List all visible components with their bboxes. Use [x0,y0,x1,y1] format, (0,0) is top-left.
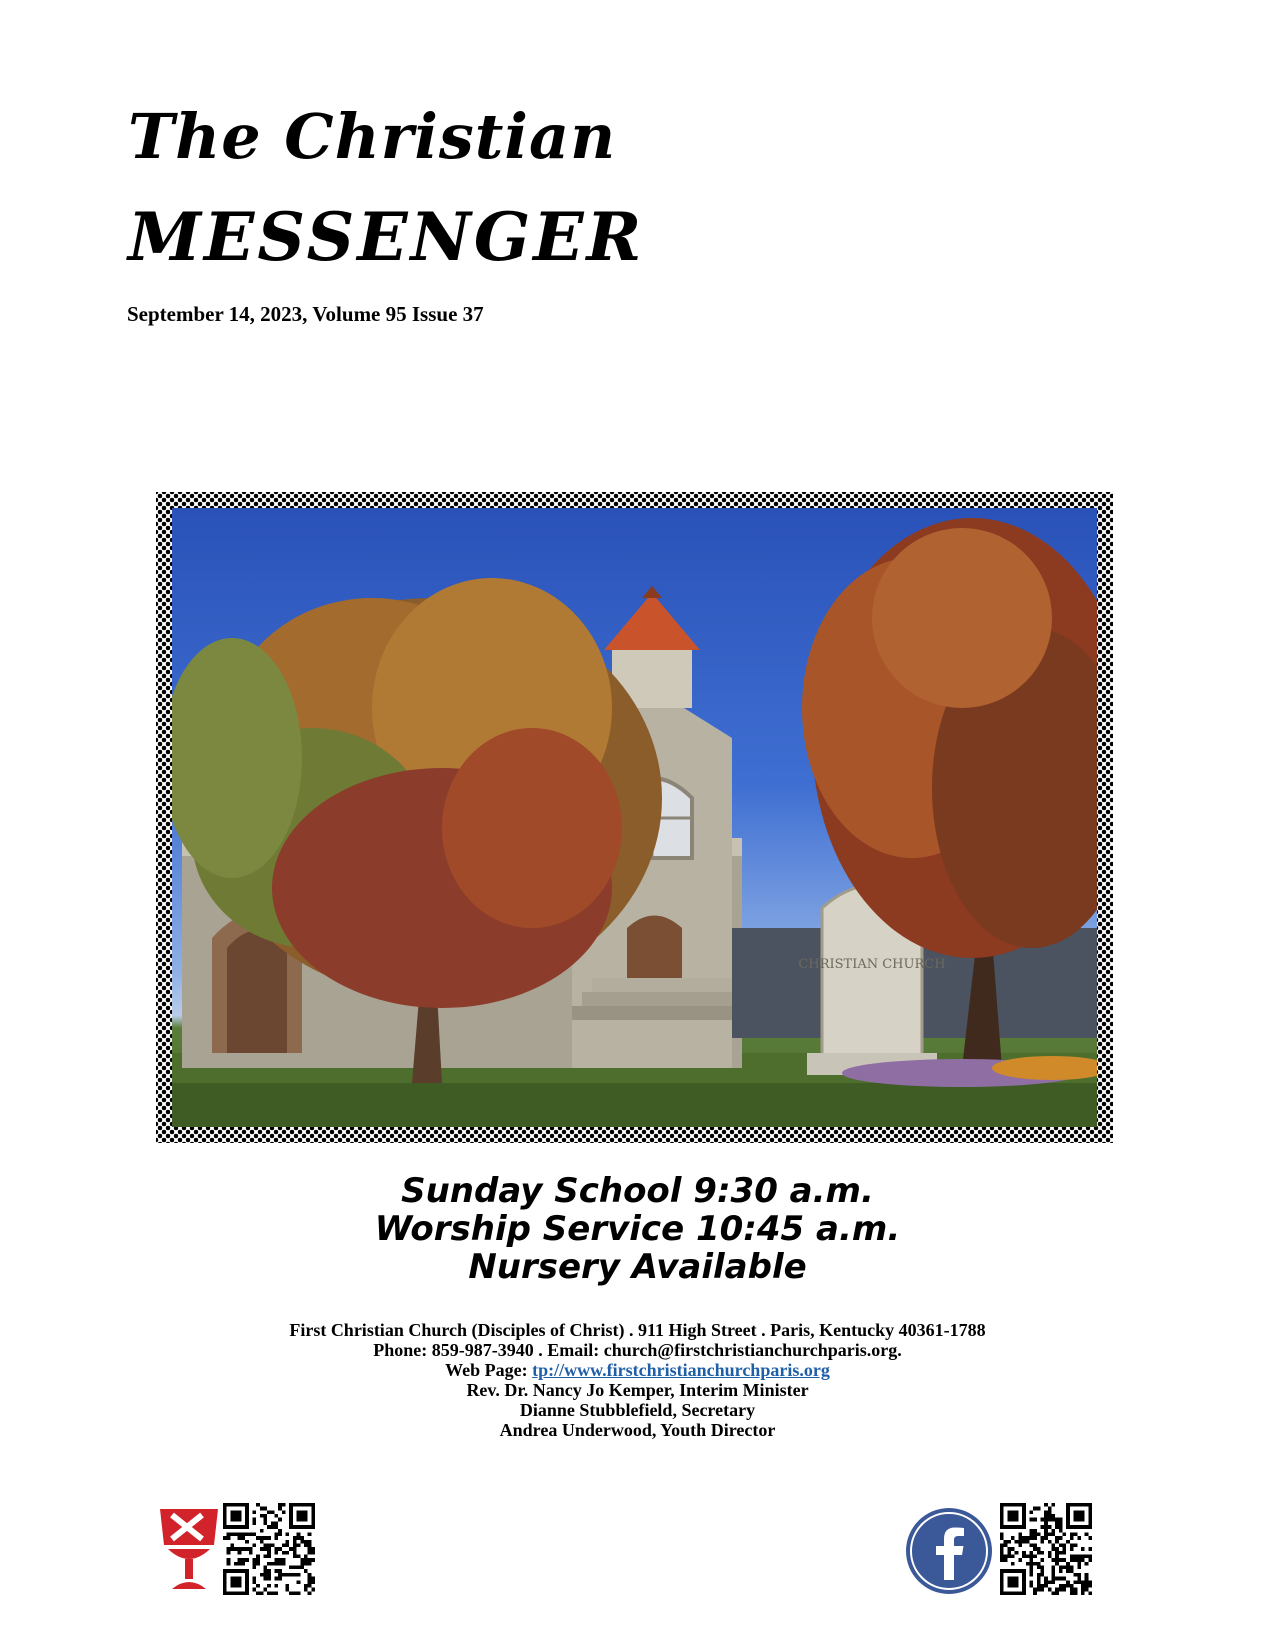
disciples-chalice-icon [158,1505,220,1593]
contact-info [0,1320,1275,1440]
phone-email-line: Phone: 859-987-3940 . Email: church@firstchristianchurchparis.org. [373,1340,902,1360]
issue-volume: Volume 95 Issue 37 [312,302,484,326]
web-label: Web Page: [445,1360,528,1380]
facebook-icon[interactable] [904,1506,994,1596]
church-illustration [172,508,1097,1127]
qr-code-icon[interactable] [1000,1503,1092,1595]
youth-director-line: Andrea Underwood, Youth Director [499,1420,776,1440]
issue-line [127,302,484,327]
minister-line: Rev. Dr. Nancy Jo Kemper, Interim Minister [466,1380,809,1400]
nursery-note: Nursery Available [468,1247,807,1287]
web-link[interactable]: tp://www.firstchristianchurchparis.org [532,1360,830,1380]
masthead-title-line1: The Christian [128,100,617,173]
qr-code-icon[interactable] [223,1503,315,1595]
service-times [0,1172,1275,1286]
web-line [0,1360,1275,1380]
masthead-title-line2: MESSENGER [128,198,645,276]
church-photo [172,508,1097,1127]
address-line: First Christian Church (Disciples of Christ) . 911 High Street . Paris, Kentucky 40361-1788 [289,1320,986,1340]
worship-service-time: Worship Service 10:45 a.m. [374,1209,901,1249]
sunday-school-time: Sunday School 9:30 a.m. [401,1171,874,1211]
secretary-line: Dianne Stubblefield, Secretary [519,1400,756,1420]
photo-frame [156,492,1113,1143]
monument-text: CHRISTIAN CHURCH [798,957,946,972]
issue-date: September 14, 2023, [127,302,308,326]
